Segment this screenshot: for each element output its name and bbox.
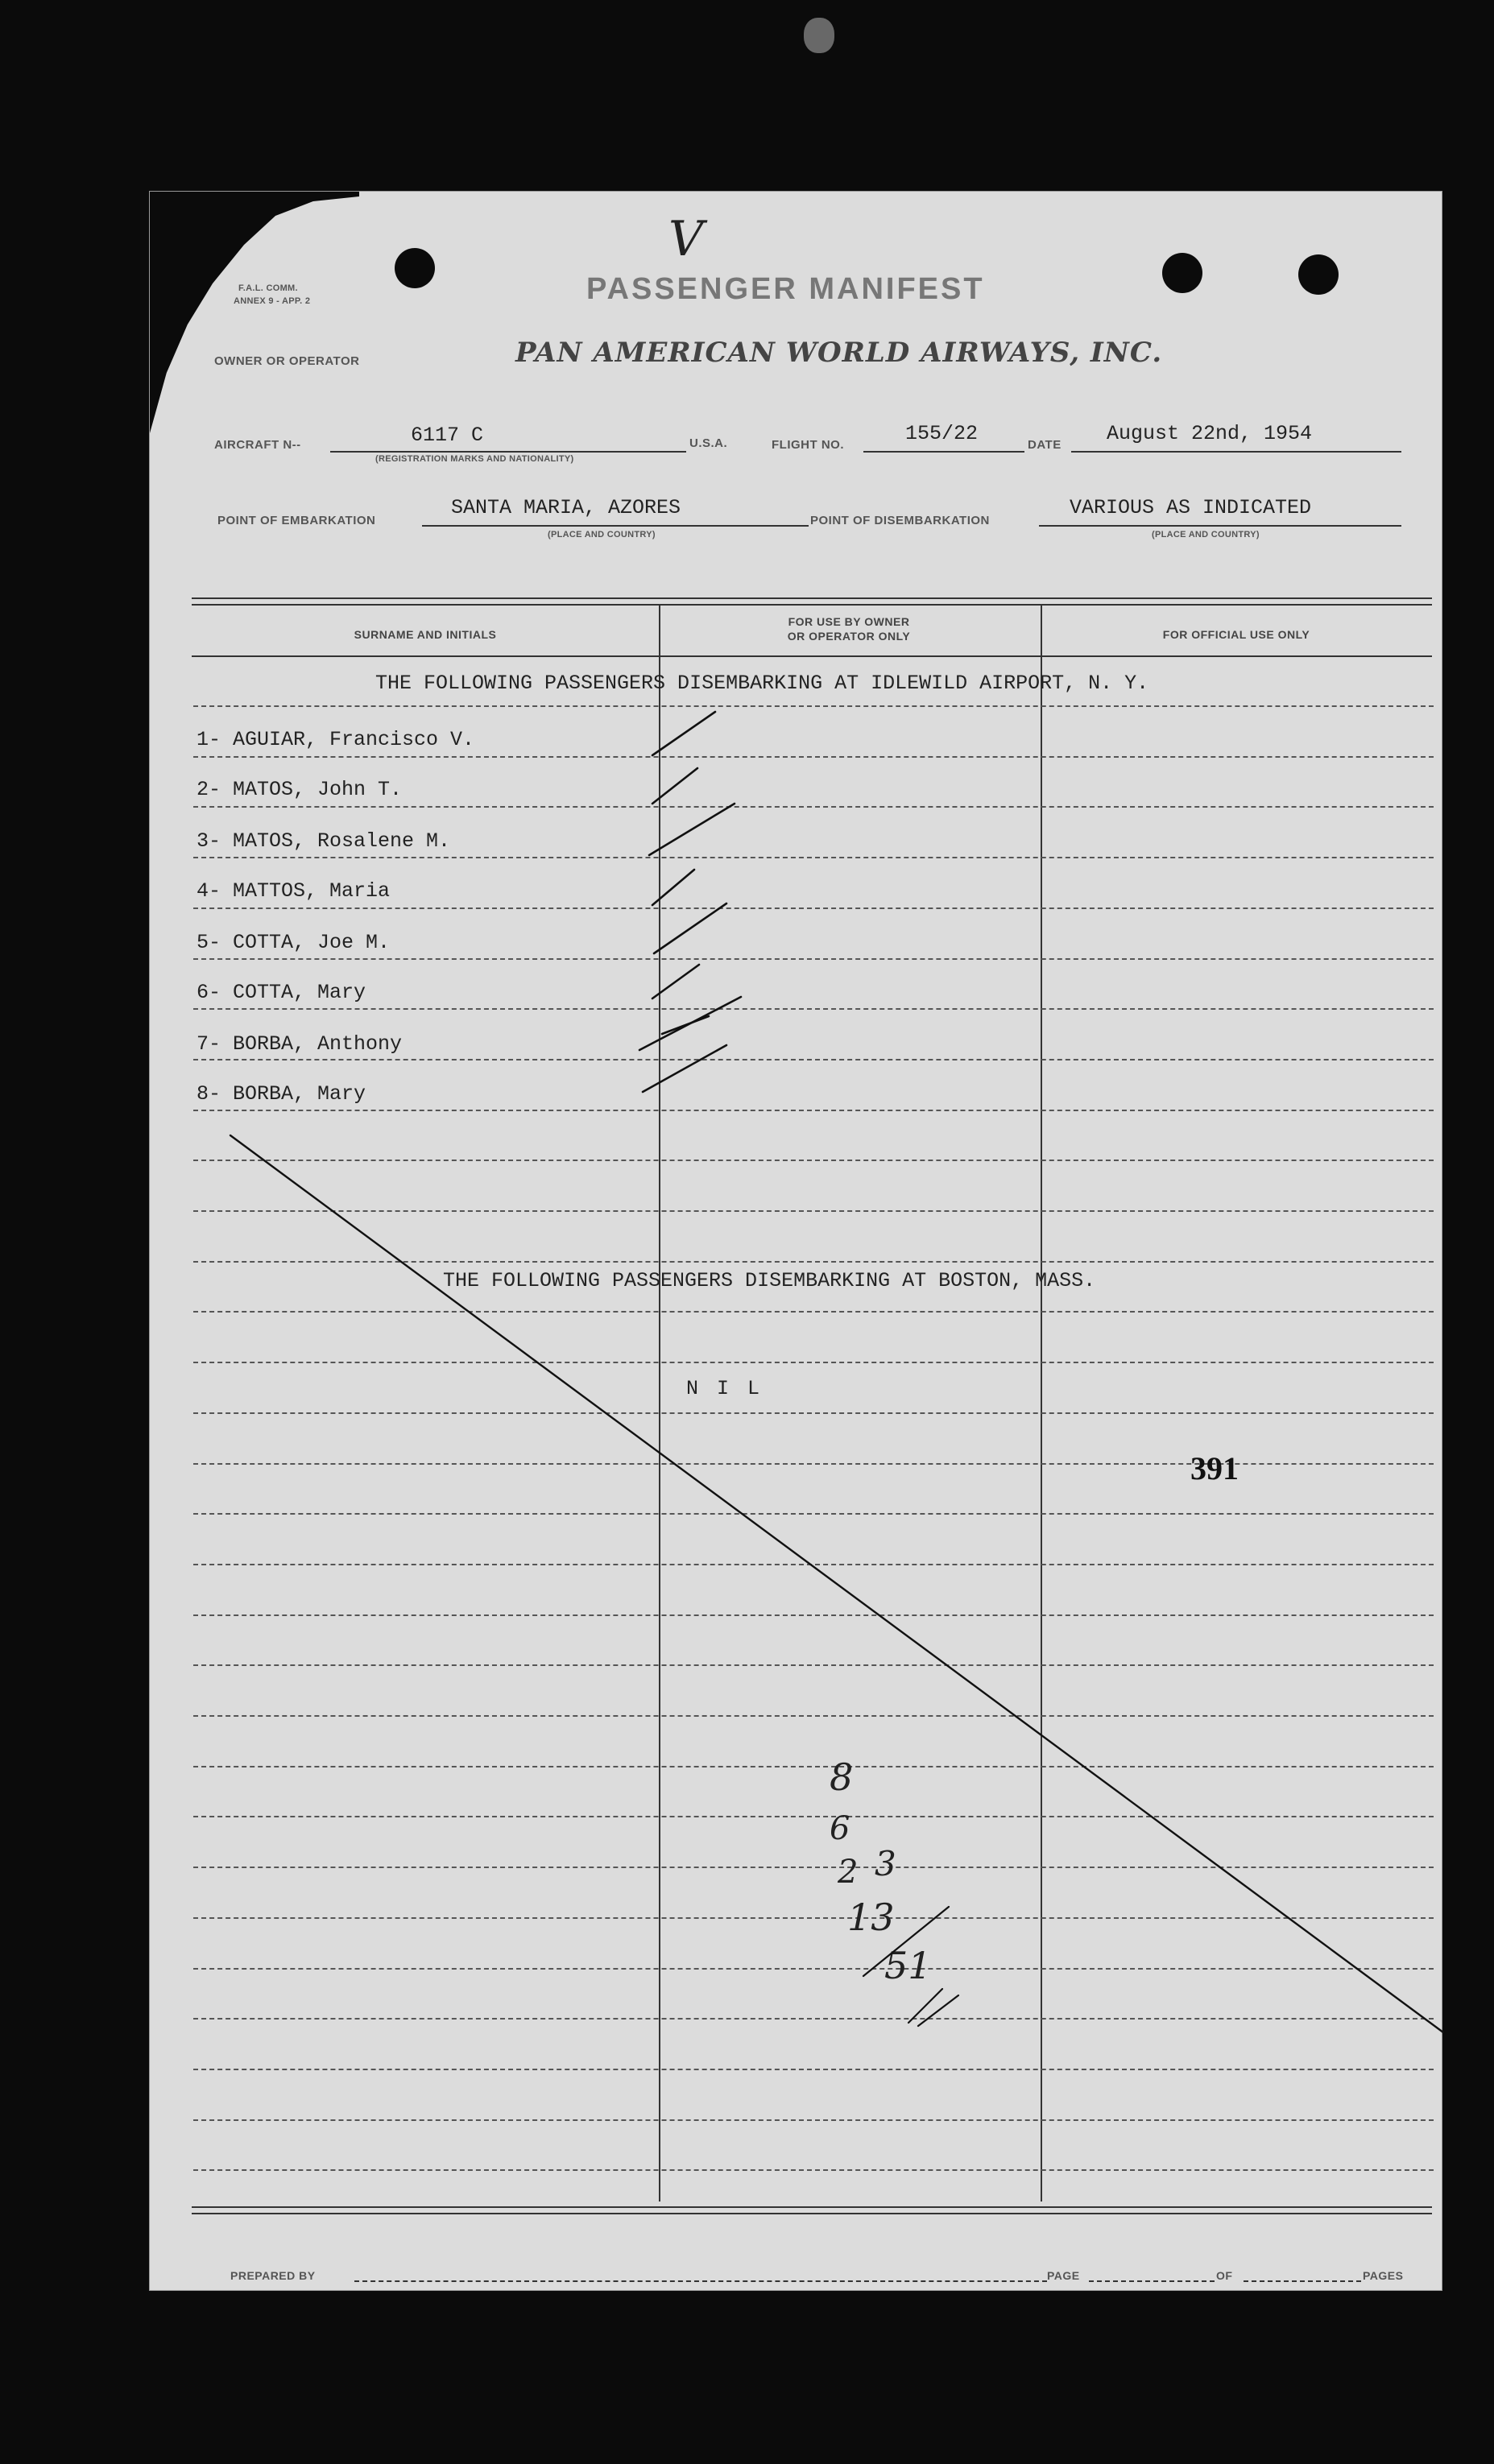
section-boston-heading: THE FOLLOWING PASSENGERS DISEMBARKING AT BOSTON, MASS. — [443, 1269, 1096, 1292]
stamp-number: 391 — [1190, 1450, 1239, 1486]
aircraft-label: AIRCRAFT N-- — [214, 438, 301, 452]
company-name: PAN AMERICAN WORLD AIRWAYS, INC. — [515, 337, 1163, 369]
col-owner-header-1: FOR USE BY OWNER — [788, 615, 910, 628]
of-label: OF — [1216, 2269, 1233, 2282]
embark-label: POINT OF EMBARKATION — [217, 514, 376, 527]
passenger-7: 7- BORBA, Anthony — [197, 1032, 403, 1056]
col-owner-header-2: OR OPERATOR ONLY — [787, 630, 911, 643]
handwritten-check-top: V — [668, 211, 704, 267]
check-mark-8 — [643, 1045, 726, 1092]
check-mark-1 — [652, 712, 715, 755]
check-mark-4 — [652, 870, 694, 905]
prepared-by-label: PREPARED BY — [230, 2269, 316, 2282]
form-ref-1: F.A.L. COMM. — [238, 283, 298, 293]
disembark-caption: (PLACE AND COUNTRY) — [1152, 530, 1260, 540]
tally-6: 6 — [830, 1810, 850, 1847]
page-title: PASSENGER MANIFEST — [586, 272, 985, 306]
embark-value: SANTA MARIA, AZORES — [451, 496, 681, 519]
tally-2: 2 — [838, 1854, 859, 1891]
registration-caption: (REGISTRATION MARKS AND NATIONALITY) — [375, 454, 574, 464]
check-mark-6 — [652, 965, 699, 998]
flight-label: FLIGHT NO. — [772, 438, 844, 452]
check-mark-7b — [662, 1016, 709, 1034]
check-mark-5 — [654, 903, 726, 953]
disembark-label: POINT OF DISEMBARKATION — [810, 514, 990, 527]
col-surname-header: SURNAME AND INITIALS — [354, 628, 497, 641]
passenger-2: 2- MATOS, John T. — [197, 778, 403, 801]
passenger-6: 6- COTTA, Mary — [197, 981, 366, 1004]
void-diagonal-line — [230, 1135, 1443, 2032]
passenger-5: 5- COTTA, Joe M. — [197, 931, 391, 954]
tally-slash-1 — [863, 1907, 949, 1976]
page-label: PAGE — [1047, 2269, 1080, 2282]
passenger-3: 3- MATOS, Rosalene M. — [197, 829, 451, 853]
col-official-header: FOR OFFICIAL USE ONLY — [1162, 628, 1310, 641]
disembark-value: VARIOUS AS INDICATED — [1070, 496, 1312, 519]
tally-8: 8 — [830, 1755, 854, 1799]
owner-label: OWNER OR OPERATOR — [214, 354, 360, 368]
tally-slash-2 — [918, 1995, 958, 2026]
passenger-8: 8- BORBA, Mary — [197, 1082, 366, 1106]
passenger-1: 1- AGUIAR, Francisco V. — [197, 728, 475, 751]
tally-slash-3 — [908, 1989, 942, 2023]
embark-caption: (PLACE AND COUNTRY) — [548, 530, 656, 540]
check-mark-3 — [649, 804, 735, 855]
tally-3: 3 — [875, 1844, 896, 1883]
aircraft-value: 6117 C — [411, 424, 484, 447]
date-value: August 22nd, 1954 — [1107, 422, 1313, 445]
section-idlewild-heading: THE FOLLOWING PASSENGERS DISEMBARKING AT IDLEWILD AIRPORT, N. Y. — [375, 672, 1149, 695]
flight-value: 155/22 — [905, 422, 979, 445]
nil-text: N I L — [686, 1377, 764, 1400]
check-mark-2 — [652, 768, 697, 804]
date-label: DATE — [1028, 438, 1062, 452]
tally-13: 13 — [847, 1896, 895, 1939]
usa-label: U.S.A. — [689, 436, 728, 450]
pages-label: PAGES — [1363, 2269, 1404, 2282]
passenger-4: 4- MATTOS, Maria — [197, 879, 391, 903]
tally-51: 51 — [884, 1944, 932, 1987]
form-ref-2: ANNEX 9 - APP. 2 — [234, 296, 311, 306]
